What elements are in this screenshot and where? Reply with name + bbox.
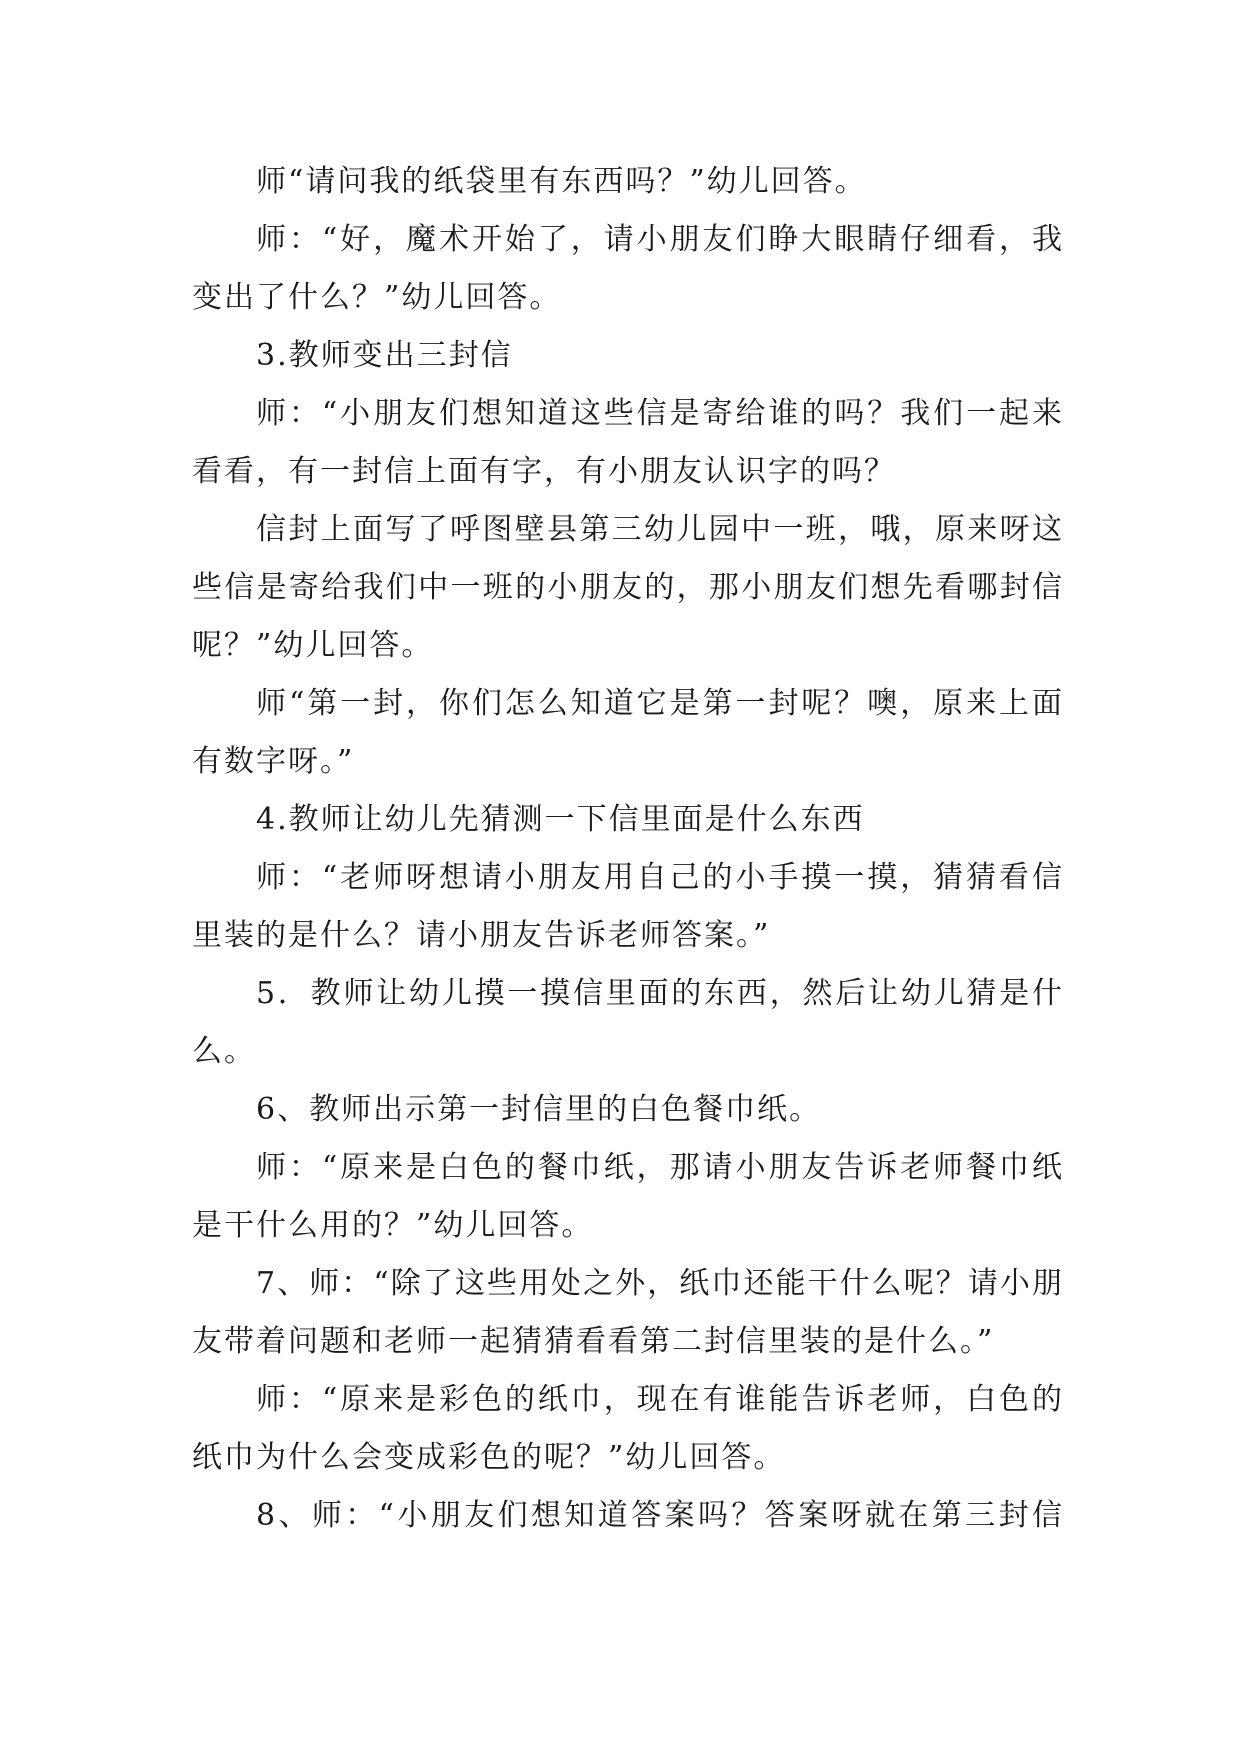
paragraph-8: 师：“老师呀想请小朋友用自己的小手摸一摸，猜猜看信里装的是什么？请小朋友告诉老师答案。” <box>192 860 1064 953</box>
paragraph-9: 5．教师让幼儿摸一摸信里面的东西，然后让幼儿猜是什么。 <box>192 976 1064 1069</box>
paragraph-13: 师：“原来是彩色的纸巾，现在有谁能告诉老师，白色的纸巾为什么会变成彩色的呢？”幼儿回答。 <box>192 1382 1064 1475</box>
document-page <box>192 153 1064 1545</box>
paragraph-12: 7、师：“除了这些用处之外，纸巾还能干什么呢？请小朋友带着问题和老师一起猜猜看看第二封信里装的是什么。” <box>192 1266 1064 1359</box>
paragraph-6: 师“第一封，你们怎么知道它是第一封呢？噢，原来上面有数字呀。” <box>192 686 1064 779</box>
paragraph-2: 师：“好，魔术开始了，请小朋友们睁大眼睛仔细看，我变出了什么？”幼儿回答。 <box>192 222 1064 315</box>
paragraph-10: 6、教师出示第一封信里的白色餐巾纸。 <box>256 1092 822 1127</box>
paragraph-3: 3.教师变出三封信 <box>256 338 513 373</box>
paragraph-4: 师：“小朋友们想知道这些信是寄给谁的吗？我们一起来看看，有一封信上面有字，有小朋友认识字的吗？ <box>192 396 1064 489</box>
paragraph-5: 信封上面写了呼图壁县第三幼儿园中一班，哦，原来呀这些信是寄给我们中一班的小朋友的，那小朋友们想先看哪封信呢？”幼儿回答。 <box>192 512 1064 663</box>
paragraph-7: 4.教师让幼儿先猜测一下信里面是什么东西 <box>256 802 865 837</box>
paragraph-11: 师：“原来是白色的餐巾纸，那请小朋友告诉老师餐巾纸是干什么用的？”幼儿回答。 <box>192 1150 1064 1243</box>
paragraph-1: 师“请问我的纸袋里有东西吗？”幼儿回答。 <box>256 164 867 199</box>
paragraph-14: 8、师：“小朋友们想知道答案吗？答案呀就在第三封信 <box>256 1498 1064 1533</box>
